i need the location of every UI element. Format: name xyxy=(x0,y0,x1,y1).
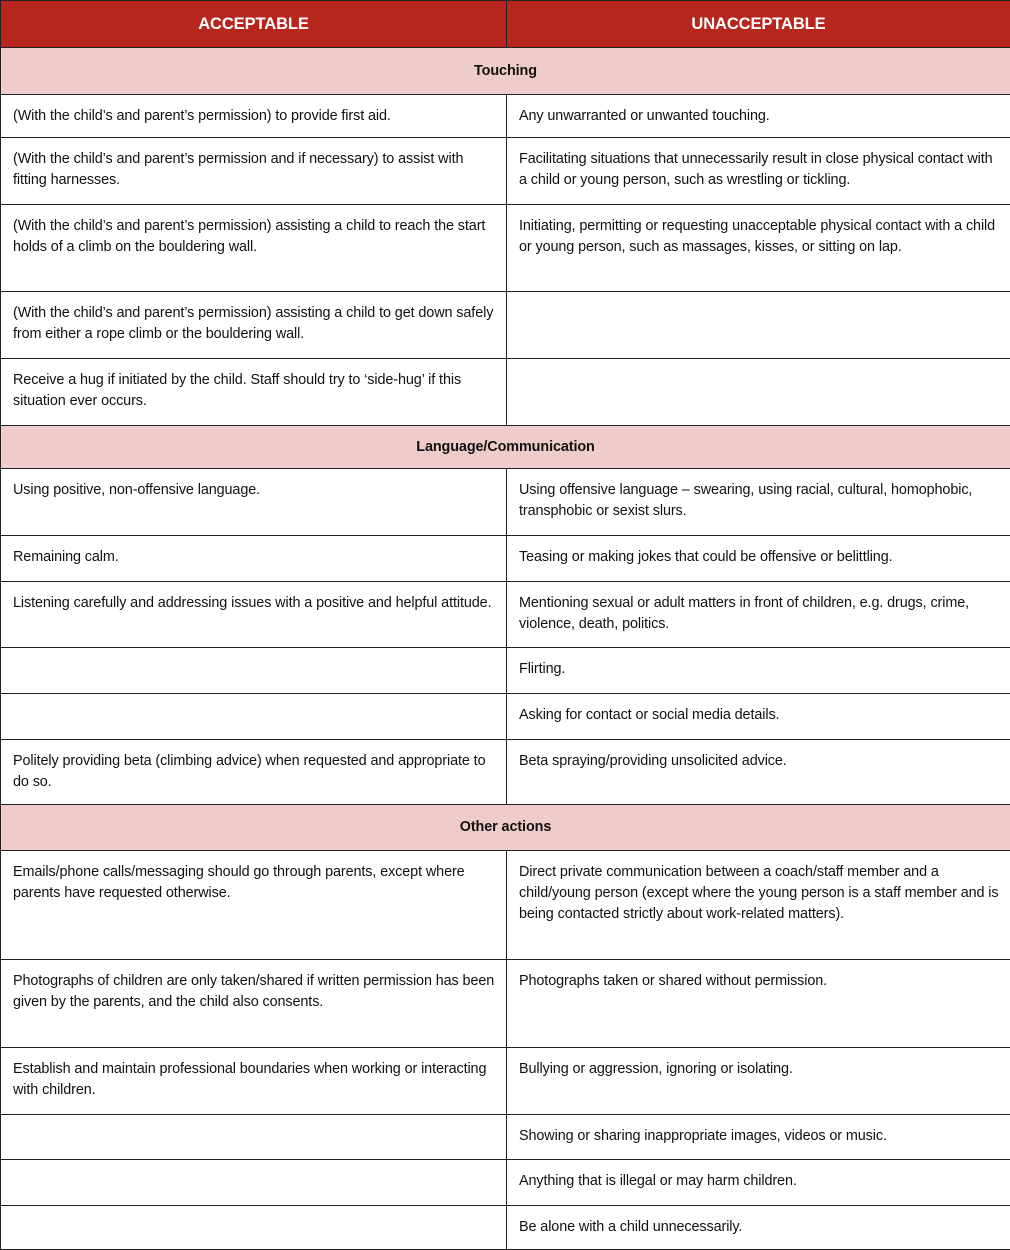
acceptable-cell: Politely providing beta (climbing advice) when requested and appropriate to do so. xyxy=(1,740,507,805)
acceptable-cell xyxy=(1,1160,507,1206)
table-row xyxy=(1,740,1010,805)
section-title: Touching xyxy=(1,48,1010,95)
header-row xyxy=(1,1,1010,48)
unacceptable-cell xyxy=(507,359,1010,426)
unacceptable-cell: Facilitating situations that unnecessarily result in close physical contact with a child or young person, such as wrestling or tickling. xyxy=(507,138,1010,205)
table-row xyxy=(1,1206,1010,1250)
section-row xyxy=(1,805,1010,851)
acceptable-cell xyxy=(1,1115,507,1160)
acceptable-cell xyxy=(1,1206,507,1250)
acceptable-cell xyxy=(1,694,507,740)
unacceptable-cell xyxy=(507,292,1010,359)
acceptable-cell: (With the child’s and parent’s permission) to provide first aid. xyxy=(1,95,507,138)
unacceptable-cell: Flirting. xyxy=(507,648,1010,694)
section-row xyxy=(1,48,1010,95)
table-row xyxy=(1,536,1010,582)
acceptable-cell: (With the child’s and parent’s permission) assisting a child to reach the start holds of a climb on the bouldering wall. xyxy=(1,205,507,292)
acceptable-cell: Listening carefully and addressing issues with a positive and helpful attitude. xyxy=(1,582,507,648)
table-row xyxy=(1,292,1010,359)
table-row xyxy=(1,1048,1010,1115)
unacceptable-cell: Photographs taken or shared without permission. xyxy=(507,960,1010,1048)
table-row xyxy=(1,95,1010,138)
unacceptable-cell: Using offensive language – swearing, using racial, cultural, homophobic, transphobic or sexist slurs. xyxy=(507,469,1010,536)
table-row xyxy=(1,582,1010,648)
table-body xyxy=(1,48,1010,1250)
table-row xyxy=(1,694,1010,740)
table-row xyxy=(1,205,1010,292)
acceptable-cell xyxy=(1,648,507,694)
acceptable-column-header: ACCEPTABLE xyxy=(1,1,507,48)
unacceptable-cell: Asking for contact or social media details. xyxy=(507,694,1010,740)
table-row xyxy=(1,359,1010,426)
table-row xyxy=(1,960,1010,1048)
section-title: Language/Communication xyxy=(1,426,1010,469)
acceptable-cell: Using positive, non-offensive language. xyxy=(1,469,507,536)
unacceptable-cell: Initiating, permitting or requesting unacceptable physical contact with a child or young person, such as massages, kisses, or sitting on lap. xyxy=(507,205,1010,292)
acceptable-cell: Establish and maintain professional boundaries when working or interacting with children. xyxy=(1,1048,507,1115)
table-row xyxy=(1,469,1010,536)
acceptable-cell: Emails/phone calls/messaging should go through parents, except where parents have requested otherwise. xyxy=(1,851,507,960)
table-row xyxy=(1,1160,1010,1206)
acceptable-cell: (With the child’s and parent’s permission) assisting a child to get down safely from either a rope climb or the bouldering wall. xyxy=(1,292,507,359)
unacceptable-cell: Direct private communication between a coach/staff member and a child/young person (except where the young person is a staff member and is being contacted strictly about work-related matters). xyxy=(507,851,1010,960)
unacceptable-cell: Anything that is illegal or may harm children. xyxy=(507,1160,1010,1206)
acceptable-cell: Photographs of children are only taken/shared if written permission has been given by the parents, and the child also consents. xyxy=(1,960,507,1048)
unacceptable-cell: Mentioning sexual or adult matters in front of children, e.g. drugs, crime, violence, death, politics. xyxy=(507,582,1010,648)
unacceptable-column-header: UNACCEPTABLE xyxy=(507,1,1010,48)
unacceptable-cell: Bullying or aggression, ignoring or isolating. xyxy=(507,1048,1010,1115)
table-row xyxy=(1,138,1010,205)
acceptable-cell: (With the child’s and parent’s permission and if necessary) to assist with fitting harnesses. xyxy=(1,138,507,205)
unacceptable-cell: Showing or sharing inappropriate images, videos or music. xyxy=(507,1115,1010,1160)
unacceptable-cell: Beta spraying/providing unsolicited advice. xyxy=(507,740,1010,805)
unacceptable-cell: Be alone with a child unnecessarily. xyxy=(507,1206,1010,1250)
acceptable-cell: Receive a hug if initiated by the child. Staff should try to ‘side-hug’ if this situation ever occurs. xyxy=(1,359,507,426)
table-row xyxy=(1,1115,1010,1160)
unacceptable-cell: Teasing or making jokes that could be offensive or belittling. xyxy=(507,536,1010,582)
acceptable-cell: Remaining calm. xyxy=(1,536,507,582)
table-row xyxy=(1,648,1010,694)
section-title: Other actions xyxy=(1,805,1010,851)
unacceptable-cell: Any unwarranted or unwanted touching. xyxy=(507,95,1010,138)
table-row xyxy=(1,851,1010,960)
section-row xyxy=(1,426,1010,469)
